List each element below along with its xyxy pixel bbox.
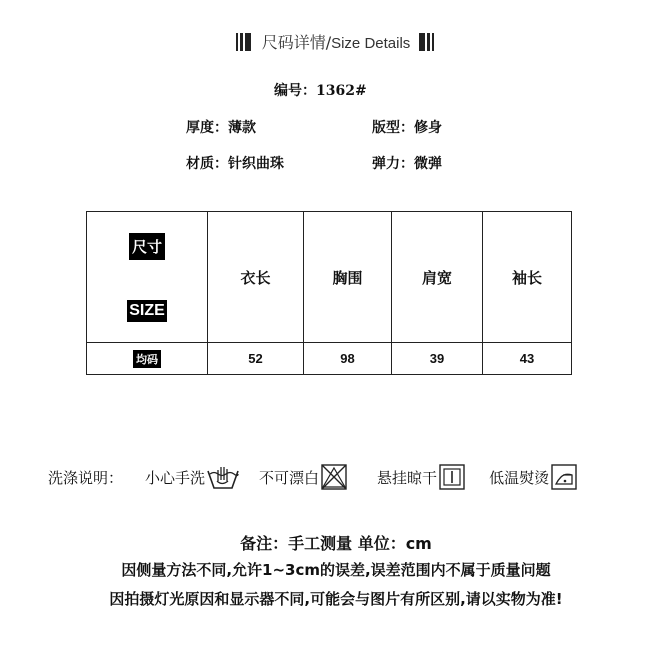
- table-row: [87, 343, 572, 375]
- size-table: [86, 211, 572, 375]
- size-en-label: SIZE: [127, 300, 167, 322]
- header-chest: 胸围: [304, 212, 392, 343]
- size-header-cell: [87, 212, 208, 343]
- care-item-low-iron: [489, 463, 579, 491]
- elasticity-info: 弹力：微弹: [372, 156, 442, 172]
- material-info: 材质：针织曲珠: [186, 156, 284, 172]
- hand-wash-icon: [205, 463, 241, 491]
- note-measurement: 备注：手工测量 单位：cm: [240, 534, 432, 553]
- row-label-cell: [87, 343, 208, 375]
- left-bars-decoration: [236, 33, 253, 51]
- care-item-line-dry: [377, 463, 467, 491]
- care-text-hand-wash: 小心手洗: [145, 468, 206, 487]
- value-length: 52: [208, 343, 304, 375]
- note-disclaimer: 因拍摄灯光原因和显示器不同,可能会与图片有所区别,请以实物为准!: [109, 590, 563, 608]
- header-sleeve: 袖长: [483, 212, 572, 343]
- care-label: 洗涤说明：: [48, 468, 124, 487]
- care-text-no-bleach: 不可漂白: [259, 468, 320, 487]
- care-text-line-dry: 悬挂晾干: [377, 468, 438, 487]
- low-iron-icon: [549, 463, 579, 491]
- value-chest: 98: [304, 343, 392, 375]
- no-bleach-icon: [319, 463, 349, 491]
- section-header: [0, 30, 672, 54]
- value-sleeve: 43: [483, 343, 572, 375]
- header-shoulder: 肩宽: [392, 212, 483, 343]
- fit-info: 版型：修身: [372, 120, 442, 136]
- note-tolerance: 因侧量方法不同,允许1~3cm的误差,误差范围内不属于质量问题: [121, 561, 551, 579]
- thickness-info: 厚度：薄款: [186, 120, 256, 136]
- table-header-row: [87, 212, 572, 343]
- care-instructions: [48, 462, 579, 492]
- care-item-hand-wash: [145, 463, 241, 491]
- product-code: 编号：1362#: [274, 83, 367, 99]
- page-title: [262, 33, 411, 52]
- right-bars-decoration: [419, 33, 436, 51]
- size-cn-label: 尺寸: [129, 233, 165, 260]
- line-dry-icon: [437, 463, 467, 491]
- care-text-low-iron: 低温熨烫: [489, 468, 550, 487]
- header-length: 衣长: [208, 212, 304, 343]
- title-en: Size Details: [331, 35, 411, 52]
- value-shoulder: 39: [392, 343, 483, 375]
- row-label: 均码: [133, 350, 161, 368]
- care-item-no-bleach: [259, 463, 349, 491]
- title-cn: 尺码详情/: [261, 33, 332, 52]
